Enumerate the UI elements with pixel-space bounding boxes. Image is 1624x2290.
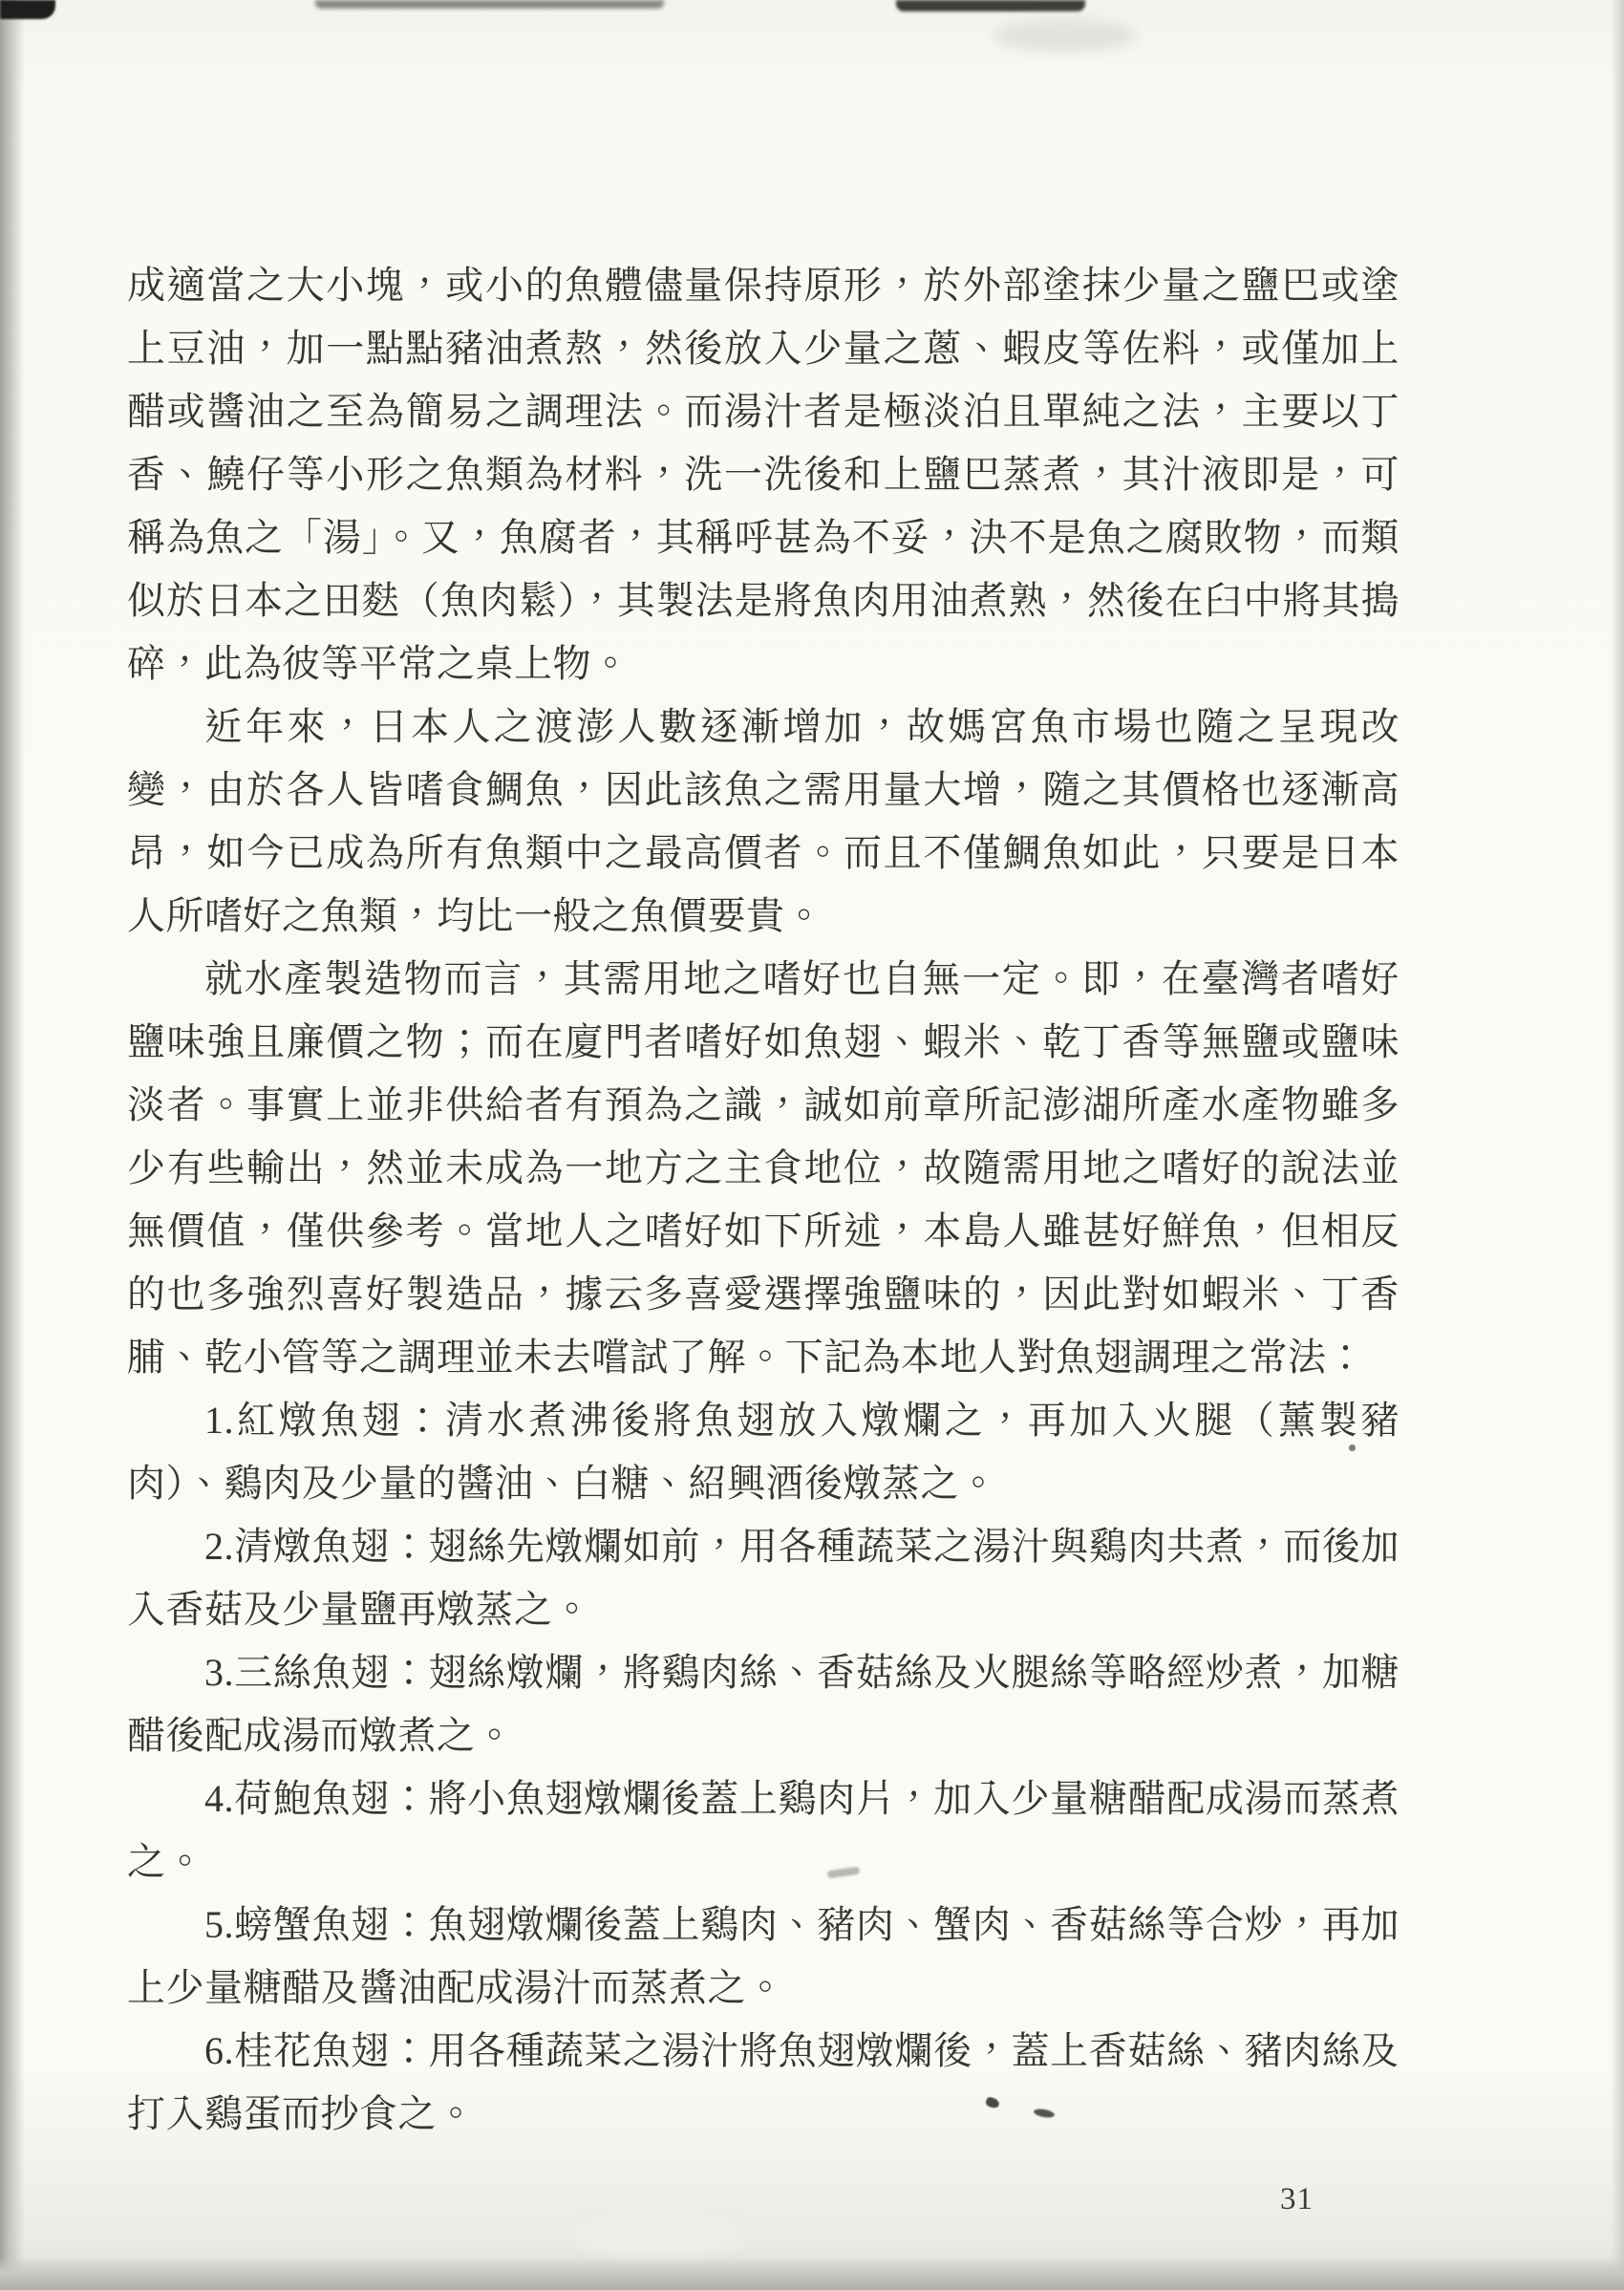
recipe-item-2: 2.清燉魚翅：翅絲先燉爛如前，用各種蔬菜之湯汁與鷄肉共煮，而後加入香菇及少量鹽再燉蒸之。 (127, 1525, 1400, 1631)
recipe-item-5: 5.螃蟹魚翅：魚翅燉爛後蓋上鷄肉、豬肉、蟹肉、香菇絲等合炒，再加上少量糖醋及醬油配成湯汁而蒸煮之。 (127, 1903, 1400, 2009)
paragraph: 近年來，日本人之渡澎人數逐漸增加，故媽宮魚市場也隨之呈現改變，由於各人皆嗜食鯛魚，因此該魚之需用量大增，隨之其價格也逐漸高昂，如今已成為所有魚類中之最高價者。而且不僅鯛魚如此，只要是日本人所嗜好之魚類，均比一般之魚價要貴。 (127, 705, 1400, 937)
page-text-block (127, 254, 1400, 2146)
page-number: 31 (1280, 2182, 1314, 2216)
scan-artifact-bottom-blob (571, 2215, 743, 2255)
recipe-item-4: 4.荷鮑魚翅：將小魚翅燉爛後蓋上鷄肉片，加入少量糖醋配成湯而蒸煮之。 (127, 1777, 1400, 1883)
scan-shadow-right (1611, 0, 1624, 2290)
scan-shadow-bottom (0, 2258, 1624, 2290)
recipe-item-1: 1.紅燉魚翅：清水煮沸後將魚翅放入燉爛之，再加入火腿（薰製豬肉）、鷄肉及少量的醬油、白糖、紹興酒後燉蒸之。 (127, 1399, 1400, 1505)
scan-shadow-left (0, 0, 25, 2290)
recipe-item-3: 3.三絲魚翅：翅絲燉爛，將鷄肉絲、香菇絲及火腿絲等略經炒煮，加糖醋後配成湯而燉煮之。 (127, 1651, 1400, 1757)
scan-artifact-top-smudge-left (315, 0, 664, 9)
scan-artifact-top-left (0, 0, 55, 19)
scan-artifact-top-smudge-right (896, 0, 1085, 11)
paragraph: 就水產製造物而言，其需用地之嗜好也自無一定。即，在臺灣者嗜好鹽味強且廉價之物；而在廈門者嗜好如魚翅、蝦米、乾丁香等無鹽或鹽味淡者。事實上並非供給者有預為之識，誠如前章所記澎湖所產水產物雖多少有些輸出，然並未成為一地方之主食地位，故隨需用地之嗜好的說法並無價值，僅供參考。當地人之嗜好如下所述，本島人雖甚好鮮魚，但相反的也多強烈喜好製造品，據云多喜愛選擇強鹽味的，因此對如蝦米、丁香脯、乾小管等之調理並未去嚐試了解。下記為本地人對魚翅調理之常法： (127, 957, 1400, 1379)
recipe-item-6: 6.桂花魚翅：用各種蔬菜之湯汁將魚翅燉爛後，蓋上香菇絲、豬肉絲及打入鷄蛋而抄食之。 (127, 2029, 1400, 2135)
scan-artifact-top-wisp (994, 19, 1137, 52)
paragraph-continuation: 成適當之大小塊，或小的魚體儘量保持原形，於外部塗抹少量之鹽巴或塗上豆油，加一點點豬油煮熬，然後放入少量之蔥、蝦皮等佐料，或僅加上醋或醬油之至為簡易之調理法。而湯汁者是極淡泊且單純之法，主要以丁香、鱙仔等小形之魚類為材料，洗一洗後和上鹽巴蒸煮，其汁液即是，可稱為魚之「湯」。又，魚腐者，其稱呼甚為不妥，決不是魚之腐敗物，而類似於日本之田麩（魚肉鬆），其製法是將魚肉用油煮熟，然後在臼中將其搗碎，此為彼等平常之桌上物。 (127, 264, 1400, 685)
